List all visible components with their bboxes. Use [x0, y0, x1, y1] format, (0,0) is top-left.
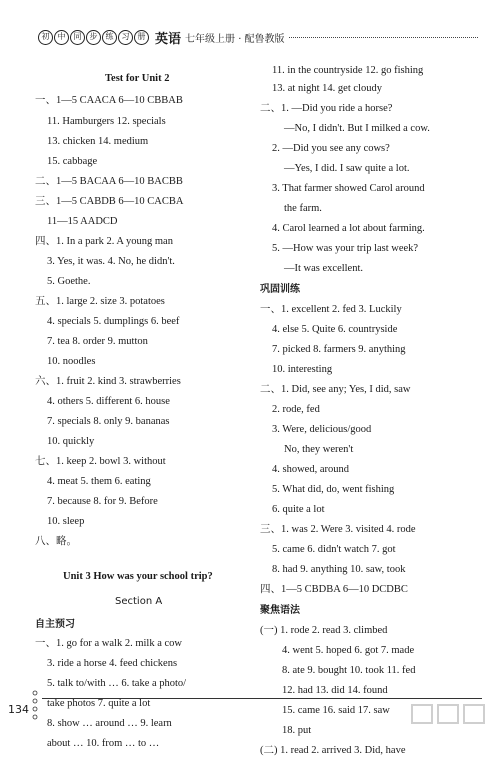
answer-line: 10. interesting [272, 364, 333, 375]
footer-rule [42, 698, 482, 699]
answer-line: 二、1. Did, see any; Yes, I did, saw [260, 384, 411, 395]
answer-line: 八、略。 [35, 536, 77, 547]
answer-line: 五、1. large 2. size 3. potatoes [35, 296, 165, 307]
series-title-circles [38, 30, 149, 45]
answer-line: 3. That farmer showed Carol around [272, 183, 425, 194]
subject-title: 英语 [155, 31, 182, 47]
series-char: 初 [38, 30, 53, 45]
answer-line: 四、1—5 CBDBA 6—10 DCDBC [260, 584, 408, 595]
section-heading: Test for Unit 2 [105, 73, 170, 84]
answer-line: about … 10. from … to … [47, 738, 160, 749]
answer-line: 11—15 AADCD [47, 216, 118, 227]
answer-line: 10. quickly [47, 436, 95, 447]
answer-line: 4. Carol learned a lot about farming. [272, 223, 425, 234]
answer-line: 4. showed, around [272, 464, 349, 475]
answer-line: 6. quite a lot [272, 504, 325, 515]
answer-line: 5. came 6. didn't watch 7. got [272, 544, 396, 555]
answer-line: 四、1. In a park 2. A young man [35, 236, 173, 247]
answer-line: 7. picked 8. farmers 9. anything [272, 344, 406, 355]
footer-vertical-ornament [32, 689, 38, 725]
answer-line: —Yes, I did. I saw quite a lot. [284, 163, 410, 174]
answer-line: 4. else 5. Quite 6. countryside [272, 324, 398, 335]
answer-line: 8. show … around … 9. learn [47, 718, 172, 729]
ornament-icon [32, 689, 38, 725]
answer-line: the farm. [284, 203, 322, 214]
answer-line: 一、1. go for a walk 2. milk a cow [35, 638, 182, 649]
answer-line: 7. because 8. for 9. Before [47, 496, 158, 507]
answer-line: 10. sleep [47, 516, 85, 527]
series-char: 中 [54, 30, 69, 45]
series-char: 册 [134, 30, 149, 45]
series-char: 练 [102, 30, 117, 45]
answer-line: 8. had 9. anything 10. saw, took [272, 564, 406, 575]
answer-line: 2. —Did you see any cows? [272, 143, 390, 154]
answer-line: 13. at night 14. get cloudy [272, 83, 382, 94]
answer-line: 三、1. was 2. Were 3. visited 4. rode [260, 524, 416, 535]
answer-line: No, they weren't [284, 444, 354, 455]
answer-line: 3. ride a horse 4. feed chickens [47, 658, 178, 669]
answer-line: 一、1. excellent 2. fed 3. Luckily [260, 304, 402, 315]
answer-line: 15. cabbage [47, 156, 98, 167]
answer-line: 3. Yes, it was. 4. No, he didn't. [47, 256, 175, 267]
series-char: 步 [86, 30, 101, 45]
answer-line: 4. meat 5. them 6. eating [47, 476, 151, 487]
series-char: 同 [70, 30, 85, 45]
answer-line: take photos 7. quite a lot [47, 698, 151, 709]
answer-line: (一) 1. rode 2. read 3. climbed [260, 625, 388, 636]
answer-line: 5. Goethe. [47, 276, 91, 287]
answer-line: 三、1—5 CABDB 6—10 CACBA [35, 196, 184, 207]
answer-line: 2. rode, fed [272, 404, 320, 415]
page-header [38, 29, 478, 45]
answer-line: 二、1. —Did you ride a horse? [260, 103, 393, 114]
answer-line: —It was excellent. [284, 263, 364, 274]
answer-line: 4. went 5. hoped 6. got 7. made [282, 645, 415, 656]
answer-line: 8. ate 9. bought 10. took 11. fed [282, 665, 416, 676]
answer-line: 7. specials 8. only 9. bananas [47, 416, 170, 427]
answer-line: 5. What did, do, went fishing [272, 484, 395, 495]
header-dotted-rule [289, 37, 478, 38]
section-heading: Section A [115, 596, 163, 607]
answer-line: —No, I didn't. But I milked a cow. [284, 123, 430, 134]
watermark-logo [410, 702, 490, 730]
watermark-icon [410, 702, 490, 726]
answer-line: 13. chicken 14. medium [47, 136, 149, 147]
section-heading: 巩固训练 [260, 284, 300, 295]
answer-line: 12. had 13. did 14. found [282, 685, 388, 696]
answer-line: 15. came 16. said 17. saw [282, 705, 390, 716]
answer-line: 一、1—5 CAACA 6—10 CBBAB [35, 95, 183, 106]
grade-edition: 七年级上册 · 配鲁教版 [185, 33, 285, 45]
answer-line: 3. Were, delicious/good [272, 424, 372, 435]
answer-line: 二、1—5 BACAA 6—10 BACBB [35, 176, 183, 187]
answer-line: 11. in the countryside 12. go fishing [272, 65, 424, 76]
section-heading: Unit 3 How was your school trip? [63, 571, 213, 582]
answer-line: 10. noodles [47, 356, 96, 367]
answer-line: 4. specials 5. dumplings 6. beef [47, 316, 180, 327]
page-number: 134 [8, 703, 29, 716]
answer-line: (二) 1. read 2. arrived 3. Did, have [260, 745, 406, 756]
answer-line: 5. —How was your trip last week? [272, 243, 419, 254]
answer-line: 11. Hamburgers 12. specials [47, 116, 166, 127]
answer-line: 4. others 5. different 6. house [47, 396, 170, 407]
section-heading: 自主预习 [35, 619, 75, 630]
section-heading: 聚焦语法 [260, 605, 300, 616]
answer-line: 7. tea 8. order 9. mutton [47, 336, 148, 347]
answer-line: 六、1. fruit 2. kind 3. strawberries [35, 376, 181, 387]
answer-line: 5. talk to/with … 6. take a photo/ [47, 678, 187, 689]
series-char: 习 [118, 30, 133, 45]
answer-line: 18. put [282, 725, 312, 736]
answer-line: 七、1. keep 2. bowl 3. without [35, 456, 166, 467]
